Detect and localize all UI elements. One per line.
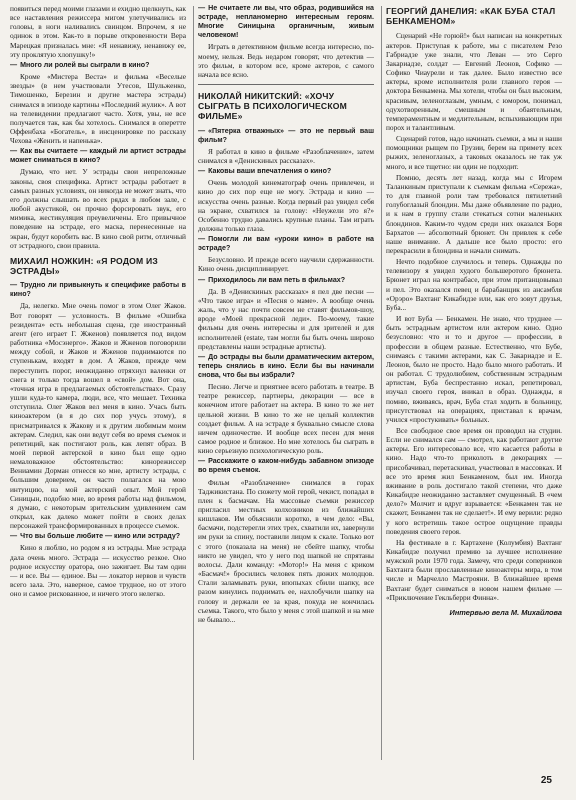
question-text: Не считаете ли вы, что образ, родившийся на эстраде, непланомерно интересным героям. Многие Синицына органичным, живым человеком! bbox=[198, 4, 374, 40]
question-dash: — bbox=[10, 532, 18, 541]
paragraph: Сценарий готов, надо начинать съемки, а мы и наши помощники рыщем по Грузии, берем на примету всех рыжих, зеленоглазых, а таковых оказалось не так уж много, и все тщетно: ни один не подходит. bbox=[386, 134, 562, 171]
paragraph: Кроме «Мистера Веста» и фильма «Веселые звезды» (в нем участвовали Утесов, Шульженко, Тимошенко, Березин и другие мастера эстрады) снимался в эпизоде картины «Последний жулик». А вот на телевидении предлагают часто. Хотя, увы, не все получается так, как бы хотелось. Снимался в оперетте Оффенбаха «Богатель», в инсценировке по рассказу Чехова «Женить и напенька». bbox=[10, 72, 186, 146]
section-heading: НИКОЛАЙ НИКИТСКИЙ: «ХОЧУ СЫГРАТЬ В ПСИХОЛОГИЧЕСКОМ ФИЛЬМЕ» bbox=[198, 91, 348, 122]
paragraph: Да. В «Денискиных рассказах» я пел две песни — «Что такое игра» и «Песня о маме». А вообще очень жаль, что у нас почти совсем не ставят фильмов-шоу, вроде «Моей прекрасной леди». По-моему, такие фильмы для очень интересны и для зрителей и для исполнителей (estate, там могли бы быть очень широко представлены наши эстрадные артисты). bbox=[198, 286, 374, 351]
question-text: До эстрады вы были драматическим актером, теперь снялись в кино. Если бы вы начинали снова, что бы вы избрали? bbox=[198, 352, 374, 380]
paragraph: Я работал в кино в фильме «Разоблачение», затем снимался в «Денискиных рассказах». bbox=[198, 146, 374, 165]
paragraph: Да, нелегко. Мне очень помог в этом Олег Жаков. Вот говорят — условность. В фильме «Ошибка резидента» есть небольшая сцена, где иностранный агент (его играет Г. Жженов) появляется под видом работника «Мосэнерго». Жаков и Жженов поговорили между собой, и Жаков и Жженов поднимаются по ступенькам, входят в дом. А Жаков, прежде чем переступить порог, неожиданно отряхнул валенки от снега и только тогда вошел в «свой» дом. Вот она, «точная игра в предлагаемых обстоятельствах». Сразу ушли куда-то камера, люди, все, что мешает. Техника отступила. Олег Жаков вел меня в кино. Учась быть кинoактером (в я до сих пор учусь этому), я присматривался к Жакову и к другим любимым моим актерам. Следил, как они ведут себя во время съемок и репетиций, как постигают роль, как лепят образ. В моей первой актерской в кино был еще одно немаловажное обстоятельство: кинорежиссер Вениамин Дорман отнесся ко мне, артисту эстрады, с большим доверием, он часто полагался на мою интуицию, на мой актерский опыт. Мой герой Синицын, подобно мне, во время работы над фильмом, я думаю, с некоторым зрительским удивлением сам открыл, как далеко может пойти в своих делах персонажей трансформированных в процессе съемок. bbox=[10, 301, 186, 531]
paragraph: Думаю, что нет. У эстрады свои непреложные законы, своя специфика. Артист эстрады работает в самых разных условиях, он никогда не может знать, что его должны слышать во всех рядах в любом зале, с любой акустикой, он прочно форсировать звук, его мимика, жестикуляция преувеличены. Его привычное поведение на эстраде, его маска, перенесенные на экран, будут коробить вас. В кино свой ритм, отличный от эстрадного, свои правила. bbox=[10, 167, 186, 250]
paragraph: Сценарий «Не горюй!» был написан на конкретных актеров. Приступая к работе, мы с писателем Резо Габриадзе уже знали, что Леван — это Серго Закариадзе, солдат — Евгений Леонов, Софико — Софико Чиаурели и так далее. Было известно все актеры, кроме исполнителя роли главного героя — доктора Бенкамена. Мы хотели, чтобы он был высоким, красивым, зеленоглазым, умным, с юмором, понимал, одухотворенным, смешным и обаятельным, темпераментным и медлительным, вспыхивающим при порох и талантливым. bbox=[386, 31, 562, 132]
section-divider bbox=[198, 84, 374, 85]
interview-question bbox=[198, 353, 374, 380]
question-text: Что вы больше любите — кино или эстраду? bbox=[20, 532, 181, 541]
paragraph: И вот Буба — Бенкамен. Не знаю, что труднее — быть эстрадным артистом или актером кино. Одно безусловно: что и то и другое — профессии, в профессии в общем разные. Естественно, что Бубе, снимаясь с такими актерами, как С. Закариадзе и Е. Леонов, было не просто. Надо было много работать. И он работал. С трудолюбием, собственным эстрадным артистам, Буба беспрестанно искал, репетировал, изучал своего героя, вникал в образ. Однажды, я помню, вживаясь, врач, Буба стал ходить в больницу, присутствовал на операциях, приставал к врачам, учился «простукивать» больных. bbox=[386, 314, 562, 424]
question-text: Как вы считаете — каждый ли артист эстрады может сниматься в кино? bbox=[10, 147, 186, 165]
paragraph: Все свободное свое время он проводил на студии. Если не снимался сам — смотрел, как работают другие актеры. Его интересовало все, что касается работы в кино. Надо что-то приколоть в декорациях — присобачивал, перетаскивал, участвовал в массовках. И все это время жил Бенкаменом, был им. Иногда вживание в роль достигало такой степени, что даже Кикабидзе неожиданно заставляет смущенный. В «чем дело?» Молчит и вдруг взрывается: «Бенкамен так не скажет, Бенкамен так не сделает!». И ему верили: редко у кого встретишь такое острое ощущение правды поведения своего героя. bbox=[386, 425, 562, 536]
question-dash: — bbox=[198, 352, 206, 361]
question-dash: — bbox=[10, 281, 18, 290]
question-dash: — bbox=[198, 4, 206, 12]
question-dash: — bbox=[198, 126, 206, 135]
section-heading: ГЕОРГИЙ ДАНЕЛИЯ: «КАК БУБА СТАЛ БЕНКАМЕНОМ» bbox=[386, 6, 556, 27]
paragraph: Помню, десять лет назад, когда мы с Игорем Таланкиным приступали к съемкам фильма «Сережа», то для главной роли там требовался пятилетний голубоглазый блондин. Мы даже объявление по радио, и к нам в группу стали стекаться сотни маленьких блондинов. Каким-то чудом среди них оказался Боря Бархатов — абсолютный брюнет. Он привлек к себе наше внимание. А дальше все было просто: его перекрасили в блондина и начали снимать. bbox=[386, 172, 562, 255]
column-1 bbox=[10, 4, 186, 768]
question-text: Каковы ваши впечатления о кино? bbox=[208, 167, 332, 176]
interview-question bbox=[198, 457, 374, 475]
magazine-page bbox=[10, 0, 566, 800]
question-text: Трудно ли привыкнуть к специфике работы в кино? bbox=[10, 281, 186, 299]
question-dash: — bbox=[198, 457, 206, 466]
interview-question bbox=[10, 147, 186, 165]
question-dash: — bbox=[10, 60, 18, 69]
question-text: Расскажите о каком-нибудь забавном эпизоде во время съемок. bbox=[198, 457, 374, 475]
paragraph: Нечто подобное случилось и теперь. Однажды по телевизору я увидел худого большеротого брюнета. Брюнет играл на контрабасе, при этом пританцовывал и пел. Это оказался певец и барабанщик из ансамбля «Орэро» Вахтанг Кикабидзе или, как его зовут друзья, Буба... bbox=[386, 257, 562, 312]
paragraph: На фестивале в г. Картахене (Колумбия) Вахтанг Кикабидзе получил премию за лучшее исполнение мужской роли 1970 года. Замечу, что среди соперников Бахтанга были прославленные киноактеры мира, в том числе и Марчелло Мастрояни. В ближайшее время Вахтанг будет сниматься в новом нашем фильме — «Приключение Гекльберри Финна». bbox=[386, 537, 562, 602]
column-divider bbox=[381, 6, 382, 760]
column-divider bbox=[193, 6, 194, 760]
section-heading: МИХАИЛ НОЖКИН: «Я РОДОМ ИЗ ЭСТРАДЫ» bbox=[10, 255, 158, 277]
interview-question bbox=[10, 61, 186, 70]
question-text: Много ли ролей вы сыграли в кино? bbox=[20, 60, 150, 69]
byline: Интервью вела М. Михайлова bbox=[449, 607, 562, 617]
paragraph: Безусловно. И прежде всего научили сдержанности. Кино очень дисциплинирует. bbox=[198, 255, 374, 274]
page-number: 25 bbox=[540, 775, 552, 786]
interview-question bbox=[198, 127, 374, 145]
interview-question bbox=[198, 235, 374, 253]
column-3 bbox=[386, 4, 562, 768]
paragraph: Фильм «Разоблачение» снимался в горах Таджикистана. По сюжету мой герой, чекист, попадал в плен к басмачам. На массовые съемки режиссер пригласил местных колхозников из ближайших кишлаков. Им объяснили коротко, в чем дело: «Вы, басмачи, подстерегли этих трех, схватили их, завернули им руки за спину, поставили лицом к скале. Только вот с этого (показала на меня) не сбейте шапку, чтобы никто не увидел, что у него под шапкой не спрятаны волосы. Дали команду: «Мотор!» На меня с криком «Басмач!» бросились человек пять дюжих молодцов. Стали заламывать руки, впопыхах сбили шапку, все разом кинулись поднимать ее, нахлобучили шапку на голову и держали ее за края, покуда не кончилась съемка. Такого, что было у меня с этой шапкой и на мне не бывало... bbox=[198, 477, 374, 624]
column-2 bbox=[198, 4, 374, 768]
paragraph: Очень молодой кинематограф очень привлечен, и кино до сих пор еще не могу. Эстрада и кино — искусства очень разные. Когда первый раз увидел себя на экране, схватился за голову: «Неужели это я?» Особенно трудно давались крупные планы. Там играть должны только глаза. bbox=[198, 178, 374, 233]
question-text: «Пятерка отважных» — это не первый ваш фильм? bbox=[198, 126, 374, 144]
paragraph: Играть в детективном фильме всегда интересно, по-моему, нельзя. Ведь недаром говорят, что детектив — это фильм, в котором все, кроме актеров, с самого начала все ясно. bbox=[198, 42, 374, 79]
paragraph: Кино я люблю, но родом я из эстрады. Мне эстрада дала очень много. Эстрада — искусство резкое. Оно родное искусству оратора, оно зажигает. Вы там один — и все. Вы — единое. Вы — локатор нервов и чувств всего зала. Это, наверное, самое трудное, но от этого оно и самое рискованное, и ничего этого нелегко. bbox=[10, 543, 186, 599]
interview-question bbox=[198, 4, 374, 40]
interview-question bbox=[10, 281, 186, 299]
question-text: Приходилось ли вам петь в фильмах? bbox=[208, 275, 346, 284]
paragraph: Песню. Легче и приятнее всего работать в театре. В театре режиссер, партнеры, декорации — все в конечном итоге работает на актера. В кино то же нет цельной жизни. В кино то же не целый коллектив создает фильм. А на эстраде я буквально смысле слова ничем одиночестве. И вообще всех песен для меня самое родное и близкое. Но мне хотелось бы сыграть в кино серьезную психологическую роль. bbox=[198, 382, 374, 456]
interview-question bbox=[198, 167, 374, 176]
question-text: Помогли ли вам «уроки кино» в работе на эстраде? bbox=[198, 235, 374, 253]
question-dash: — bbox=[198, 167, 206, 176]
interview-question bbox=[198, 276, 374, 285]
paragraph: появиться перед моими глазами и ехидно щелкнуть, как все наставления режиссера мигом улетучивались из головы, в ноги наливались свинцом. Впрочем, я не одинок в этом. Как-то в порыве откровенности Вера Марецкая призналась мне: «Я ненавижу, ненавижу ее, эту проклятую хлопушку!» bbox=[10, 4, 186, 59]
question-dash: — bbox=[198, 275, 206, 284]
question-dash: — bbox=[198, 235, 206, 244]
interview-question bbox=[10, 532, 186, 541]
question-dash: — bbox=[10, 147, 18, 156]
